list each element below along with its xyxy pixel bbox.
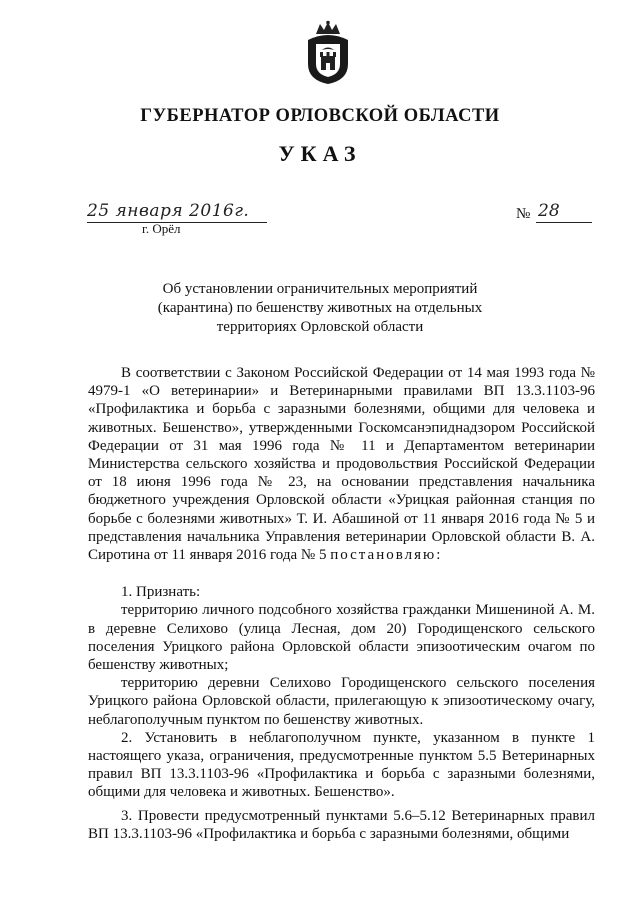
coat-of-arms-icon	[302, 20, 354, 86]
subject-line: территориях Орловской области	[216, 319, 424, 335]
decree-number-field	[536, 203, 592, 225]
city-label: г. Орёл	[142, 221, 181, 236]
item-1-title: 1. Признать:	[121, 584, 201, 601]
preamble-text: В соответствии с Законом Российской Федерации от 14 мая 1993 года № 4979-1 «О ветеринарии» и Ветеринарными правилами ВП 13.3.1103-96 «Профилактика и борьба с заразными болезнями, общими для человека и животных. Бешенство», утвержденными Госкомсанэпиднадзором Российской Федерации от 31 мая 1996 года № 11 и Департаментом ветеринарии Министерства сельского хозяйства и продовольствия Российской Федерации от 18 июня 1996 года № 23, на основании представления начальника бюджетного учреждения Орловской области «Урицкая районная станция по борьбе с болезнями животных» Т. И. Абашиной от 11 января 2016 года № 5 и представления начальника Управления ветеринарии Орловской области В. А. Сиротина от 11 января 2016 года № 5	[88, 365, 595, 564]
number-underline	[536, 222, 592, 223]
number-label: №	[516, 206, 531, 222]
item-1a-paragraph: территорию личного подсобного хозяйства гражданки Мишениной А. М. в деревне Селихово (улица Лесная, дом 20) Городищенского сельского поселения Урицкого района Орловской области эпизоотическим очагом по бешенству животных;	[88, 602, 595, 674]
item-3-paragraph: 3. Провести предусмотренный пунктами 5.6–5.12 Ветеринарных правил ВП 13.3.1103-96 «Профилактика и борьба с заразными болезнями, общими	[88, 807, 595, 842]
preamble-paragraph	[88, 364, 595, 564]
preamble-keyword: постановляю:	[330, 547, 443, 564]
subject-line: (карантина) по бешенству животных на отдельных	[157, 300, 483, 316]
item-2-paragraph: 2. Установить в неблагополучном пункте, указанном в пункте 1 настоящего указа, ограничения, предусмотренные пунктом 5.5 Ветеринарных правил ВП 13.3.1103-96 «Профилактика и борьба с заразными болезнями, общими для человека и животных. Бешенство».	[88, 729, 595, 801]
handwritten-date: 25 января 2016г.	[87, 201, 250, 221]
decree-body	[88, 364, 595, 843]
governor-title: ГУБЕРНАТОР ОРЛОВСКОЙ ОБЛАСТИ	[140, 106, 500, 126]
item-1b-paragraph: территорию деревни Селихово Городищенского сельского поселения Урицкого района Орловской области, прилегающую к эпизоотическому очагу, неблагополучным пунктом по бешенству животных.	[88, 675, 595, 728]
handwritten-number: 28	[538, 201, 560, 221]
decree-title: УКАЗ	[278, 141, 362, 166]
decree-subject	[140, 280, 500, 337]
subject-line: Об установлении ограничительных мероприятий	[162, 281, 478, 297]
